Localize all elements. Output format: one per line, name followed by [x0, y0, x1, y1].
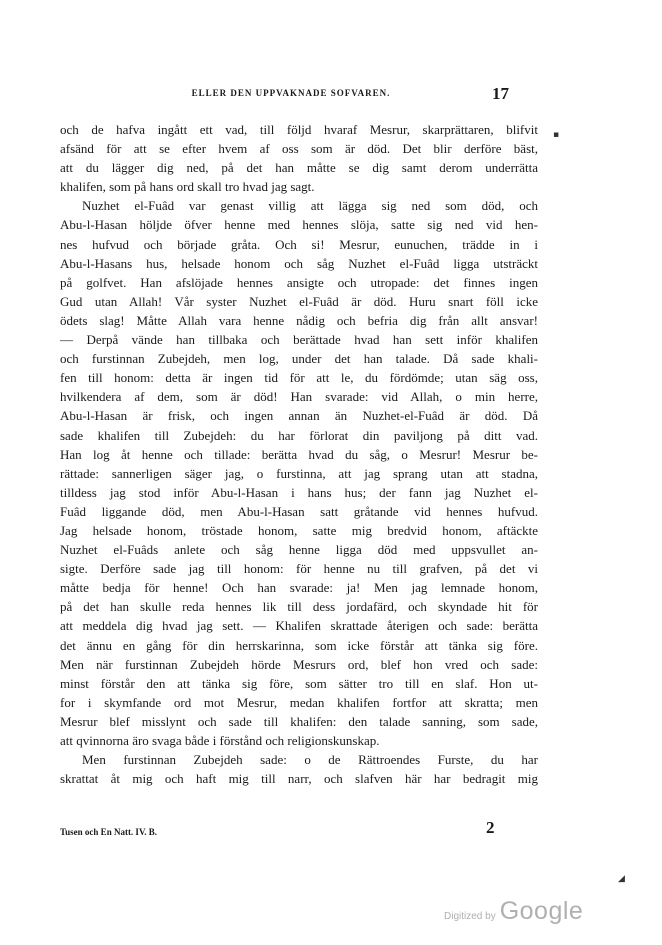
text-line: Abu-l-Hasans hus, helsade honom och såg Nuzhet el-Fuâd ligga utsträckt — [60, 255, 538, 271]
text-line: Gud utan Allah! Vår syster Nuzhet el-Fuâd är död. Huru snart föll icke — [60, 293, 538, 309]
text-line: Men när furstinnan Zubejdeh hörde Mesrurs ord, blef hon vred och sade: — [60, 656, 538, 672]
text-line: och furstinnan Zubejdeh, men log, under det han talade. Då sade khali- — [60, 351, 538, 367]
digitized-watermark — [444, 897, 583, 926]
text-line: att qvinnorna äro svaga både i förstånd och religionskunskap. — [60, 733, 380, 748]
text-line: på det han skulle reda hennes lik till dess jordafärd, och skyndade hit för — [60, 599, 538, 615]
text-line: skrattat åt mig och haft mig till narr, och slafven här har bedragit mig — [60, 771, 538, 787]
text-line: Nuzhet el-Fuâds anlete och såg henne ligga död med uppsvullet an- — [60, 542, 538, 558]
text-line: Nuzhet el-Fuâd var genast villig att lägga sig ned som död, och — [82, 198, 538, 214]
text-line: tilldess jag stod inför Abu-l-Hasan i hans hus; der fann jag Nuzhet el- — [60, 484, 538, 500]
text-line: Men furstinnan Zubejdeh sade: o de Rättroendes Furste, du har — [82, 752, 538, 768]
text-line: sigte. Derföre sade jag till honom: för henne nu till grafven, på det vi — [60, 561, 538, 577]
text-line: Fuâd liggande död, men Abu-l-Hasan satt gråtande vid hennes hufvud. — [60, 503, 538, 519]
watermark-prefix: Digitized by — [444, 911, 496, 922]
text-line: på golfvet. Han afslöjade hennes ansigte och utropade: det finnes ingen — [60, 274, 538, 290]
margin-speck: ◢ — [618, 874, 625, 884]
text-line: afsänd för att se efter hvem af oss som är död. Det blir derföre bäst, — [60, 141, 538, 157]
text-line: Abu-l-Hasan höljde öfver henne med hennes slöja, satte sig ned vid hen- — [60, 217, 538, 233]
text-line: måtte bedja för henne! Och han svarade: ja! Men jag lemnade honom, — [60, 580, 538, 596]
text-line: att du lägger dig ned, på det han måtte se dig samt derom underrätta — [60, 160, 538, 176]
text-line: sade khalifen till Zubejdeh: du har förlorat din paviljong på ditt vad. — [60, 427, 538, 443]
text-line: rättade: sannerligen säger jag, o furstinna, att jag sprang utan att stadna, — [60, 465, 538, 481]
text-line: for i skymfande ord mot Mesrur, medan khalifen fortfor att skratta; men — [60, 694, 538, 710]
text-line: Mesrur blef misslynt och sade till khalifen: den talade sanning, som sade, — [60, 713, 538, 729]
text-line: och de hafva ingått ett vad, till följd hvaraf Mesrur, skarprättaren, blifvit — [60, 122, 538, 137]
running-title: ELLER DEN UPPVAKNADE SOFVAREN. — [191, 88, 391, 98]
text-line: ödets slag! Måtte Allah vara henne nådig och befria dig från allt ansvar! — [60, 312, 538, 328]
text-line: Han log åt henne och tillade: berätta hvad du såg, o Mesrur! Mesrur be- — [60, 446, 538, 462]
text-line: hvilkendera af dem, som är död! Han svarade: vid Allah, o min herre, — [60, 389, 538, 405]
text-line: khalifen, som på hans ord skall tro hvad jag sagt. — [60, 179, 315, 195]
page-number: 17 — [492, 84, 509, 103]
footer-signature: Tusen och En Natt. IV. B. — [60, 827, 158, 837]
google-logo: Google — [499, 897, 584, 925]
text-line: — Derpå vände han tillbaka och berättade hvad han sett inför khalifen — [60, 332, 538, 348]
text-line: nes hufvud och började gråta. Och si! Mesrur, eunuchen, trädde in i — [60, 236, 538, 252]
text-line: att meddela dig hvad jag sett. — Khalifen skrattade återigen och sade: berätta — [60, 618, 538, 634]
text-line: Abu-l-Hasan är frisk, och ingen annan än Nuzhet-el-Fuâd är död. Då — [60, 408, 538, 424]
margin-speck: ▪ — [553, 130, 560, 140]
text-line: det ännu en gång för din herrskarinna, som icke förstår att tänka sig före. — [60, 637, 538, 653]
text-line: Jag helsade honom, tröstade honom, satte mig bredvid honom, aftäckte — [60, 522, 538, 538]
text-line: fen till honom: detta är ingen tid för att le, du fördömde; utan säg oss, — [60, 370, 538, 386]
body-text — [60, 120, 538, 788]
signature-mark: 2 — [486, 818, 495, 837]
text-line: minst förstår den att tänka sig före, som sätter tro till en slaf. Hon ut- — [60, 675, 538, 691]
